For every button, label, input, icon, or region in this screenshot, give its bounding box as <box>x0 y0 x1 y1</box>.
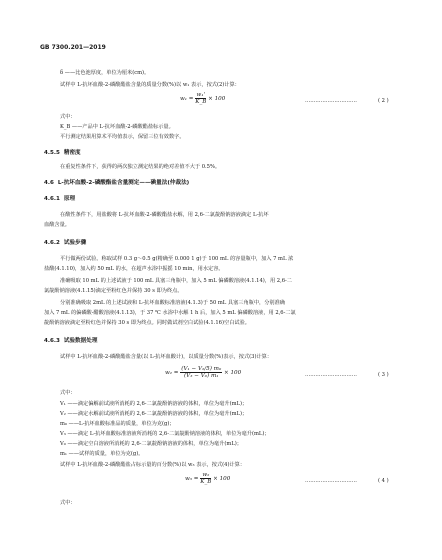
formula-4-tail: × 100 <box>213 476 231 482</box>
formula-2 <box>180 92 225 105</box>
formula-4-lhs: w₃ = <box>185 476 199 482</box>
formula-3-lhs: w₂ = <box>165 370 179 376</box>
formula3-intro: 试样中 L-抗坏血酸-2-磷酸酯盐含量(以 L-抗坏血酸计)，以质量分数(%)表示，按式(3)计算： <box>60 354 273 360</box>
formula-2-denominator: K_B <box>195 99 207 105</box>
formula-2-fraction <box>195 92 206 105</box>
shizhong-label-3: 式中： <box>60 500 76 506</box>
definition-v1: V₁ ——滴定偏解前试液所消耗的 2,6-二氯靛酚钠溶液的体积，单位为毫升(mL)； <box>60 401 248 407</box>
formula-2-dots: ………………………… <box>305 98 357 104</box>
procedure-p3-line-2: 加入 7 mL 的偏磷酸-醋酸溶液(4.1.13)，于 37 ℃ 水浴中水解 1 h 后，加入 5 mL 偏磷酸溶液，用 2,6-二氯 <box>44 310 296 316</box>
formula-3-number: ( 3 ) <box>378 372 389 378</box>
section-4-6-3-number: 4.6.3 <box>44 338 60 344</box>
section-4-6-1-heading <box>44 196 75 203</box>
section-4-6-2-number: 4.6.2 <box>44 240 60 246</box>
formula-4-number: ( 4 ) <box>378 478 389 484</box>
formula-3-dots: ………………………… <box>305 372 357 378</box>
section-4-6-1-title: 原理 <box>63 196 76 202</box>
section-4-6-title: L-抗坏血酸-2-磷酸酯盐含量测定——碘量法(仲裁法) <box>57 180 190 186</box>
formula-3-tail: × 100 <box>224 370 242 376</box>
definition-v3: V₃ ——滴定 L-抗坏血酸标准溶液所消耗的 2,6-二氯靛酚钠溶液的体积，单位为毫升(mL)； <box>60 431 270 437</box>
section-4-6-2-heading <box>44 240 86 247</box>
procedure-p3-line-3: 靛酚钠溶液滴定至粉红色并保持 30 s 即为终点。同时做试剂空白试验(4.1.16)空白试验。 <box>44 320 250 326</box>
formula-2-tail: × 100 <box>208 96 226 102</box>
formula2-intro: 试样中 L-抗坏血酸-2-磷酸酯盐含量的质量分数(%)以 w₁ 表示，按式(2)计算： <box>60 82 240 88</box>
formula-4 <box>185 472 230 485</box>
section-4-6-3-title: 试验数据处理 <box>63 338 98 344</box>
formula-4-dots: ………………………… <box>305 478 357 484</box>
formula-4-fraction <box>200 472 211 485</box>
section-4-5-5-heading <box>44 150 81 157</box>
definition-m0: m₀ ——L-抗坏血酸标准品的质量，单位为克(g)； <box>60 421 175 427</box>
principle-line-1: 在酸性条件下，用盐酸将 L-抗坏血酸-2-磷酸酯盐水解，用 2,6-二氯靛酚钠溶液滴定 L-抗坏 <box>60 212 269 218</box>
standard-header: GB 7300.201—2019 <box>40 44 106 51</box>
shizhong-label-1: 式中： <box>60 114 76 120</box>
kb-definition: K_B ——产品中 L-抗坏血酸-2-磷酸酯盐标示量。 <box>60 124 174 130</box>
formula-2-number: ( 2 ) <box>378 98 389 104</box>
shizhong-label-2: 式中： <box>60 390 76 396</box>
formula-3 <box>165 366 241 379</box>
principle-line-2: 血酸含量。 <box>44 222 70 228</box>
precision-text: 在重复性条件下，获得的两次独立测定结果的绝对差值不大于 0.5%。 <box>60 164 221 170</box>
formula-2-numerator: w₁' <box>196 92 206 98</box>
section-4-6-2-title: 试验步骤 <box>63 240 87 246</box>
formula-2-lhs: w₁ = <box>180 96 194 102</box>
section-4-5-5-number: 4.5.5 <box>44 150 60 156</box>
procedure-p2-line-1: 准确吸取 10 mL 的上述试液于 100 mL 具塞三角瓶中，加入 5 mL 偏磷酸溶液(4.1.14)，用 2,6-二 <box>60 278 292 284</box>
procedure-p2-line-2: 氯靛酚钠溶液(4.1.15)滴定至粉红色并保持 30 s 即为终点。 <box>44 288 183 294</box>
section-4-5-5-title: 精密度 <box>63 150 81 156</box>
definition-v0: V₀ ——滴定空白溶液所消耗的 2,6-二氯靛酚钠溶液的体积，单位为毫升(mL)； <box>60 441 242 447</box>
procedure-p3-line-1: 分别准确吸取 2mL 的上述试液和 L-抗坏血酸标准溶液(4.1.3)于 50 mL 具塞三角瓶中，分别准确 <box>60 300 285 306</box>
formula-3-denominator: (V₃ − V₀) m₁ <box>184 373 219 379</box>
formula4-intro: 试样中 L-抗坏血酸-2-磷酸酯盐占标示量的百分数(%)以 w₃ 表示，按式(4)计算： <box>60 462 246 468</box>
procedure-p1-line-1: 平行做两份试验。称取试样 0.3 g～0.5 g(精确至 0.000 1 g)于 100 mL 的容量瓶中，加入 7 mL 浓 <box>60 256 294 262</box>
formula-4-numerator: w₂ <box>200 472 211 479</box>
section-4-6-1-number: 4.6.1 <box>44 196 60 202</box>
section-4-6-3-heading <box>44 338 97 345</box>
formula-4-denominator: K_B <box>200 479 212 485</box>
average-note: 平行测定结果用算术平均值表示，保留三位有效数字。 <box>60 134 185 140</box>
section-4-6-heading <box>44 180 189 187</box>
definition-m1: m₁ ——试样的质量，单位为克(g)。 <box>60 451 144 457</box>
formula-3-fraction <box>180 366 222 379</box>
section-4-6-number: 4.6 <box>44 180 54 186</box>
definition-v2: V₂ ——滴定水解前试液所消耗的 2,6-二氯靛酚钠溶液的体积，单位为毫升(mL)； <box>60 411 248 417</box>
procedure-p1-line-2: 盐酸(4.1.10)，加入约 50 mL 的水，在超声水浴中振摇 10 min，用水定容。 <box>44 266 224 272</box>
formula-3-numerator: (V₁ − V₂/5) m₀ <box>181 366 222 372</box>
delta-definition: δ ——比色池厚度，单位为厘米(cm)。 <box>60 70 150 76</box>
